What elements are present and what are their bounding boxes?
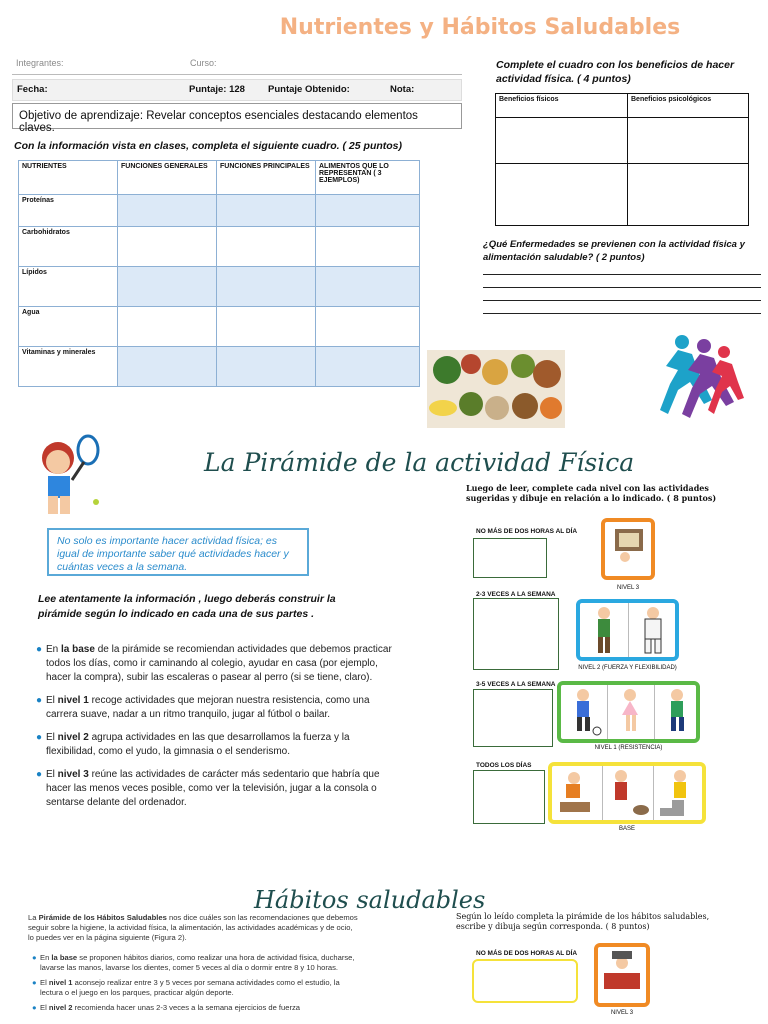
healthy-habits-bullets [32, 953, 362, 1013]
base-caption: BASE [618, 826, 635, 832]
fecha-label: Fecha: [17, 84, 48, 95]
table-row [19, 307, 420, 347]
benefits-table [495, 93, 749, 226]
runners-image [642, 330, 746, 422]
table-cell[interactable] [628, 164, 749, 226]
ballet-kid-illustration [608, 685, 655, 739]
header-line [12, 56, 462, 75]
table-row [19, 267, 420, 307]
healthy-food-image [427, 350, 565, 428]
level2-caption: NIVEL 2 (FUERZA Y FLEXIBILIDAD) [578, 665, 677, 671]
table-row [496, 118, 749, 164]
integrantes-label: Integrantes: [16, 58, 64, 68]
table-cell[interactable] [316, 227, 420, 267]
tv-kid-illustration [605, 522, 651, 576]
table-cell[interactable] [316, 307, 420, 347]
base-label: TODOS LOS DÍAS [476, 762, 532, 769]
table-cell[interactable] [118, 267, 217, 307]
table-cell[interactable] [217, 227, 316, 267]
table-cell[interactable] [316, 267, 420, 307]
diseases-question: ¿Qué Enfermedades se previenen con la actividad física y alimentación saludable? ( 2 puntos) [483, 239, 745, 263]
pyramid-bullets [38, 643, 398, 819]
row-label: Carbohidratos [19, 227, 118, 267]
habits-level3-label: NO MÁS DE DOS HORAS AL DÍA [476, 950, 578, 957]
curso-label: Curso: [190, 58, 217, 68]
table-cell[interactable] [118, 195, 217, 227]
row-label: Lípidos [19, 267, 118, 307]
base-frame [548, 762, 706, 824]
healthy-habits-title: Hábitos saludables [254, 886, 486, 914]
nota-label: Nota: [390, 84, 415, 95]
healthy-habits-intro: La Pirámide de los Hábitos Saludables nos dice cuáles son las recomendaciones que debemos seguir sobre la higiene, la actividad física, la alimentación, las actividades académicas y de ocio, lo puedes ver en la página siguiente (Figura 2). [28, 913, 358, 942]
table-cell[interactable] [316, 347, 420, 387]
level3-frame [601, 518, 655, 580]
table-header-row [19, 161, 420, 195]
answer-line[interactable] [483, 274, 761, 275]
pyramid-instruction: Lee atentamente la información , luego deberás construir la pirámide según lo indicado en cada una de sus partes . [38, 593, 336, 620]
header-row [12, 79, 462, 101]
list-item: ● En la base de la pirámide se recomiendan actividades que debemos practicar todos los días, como ir caminando al colegio, ayudar en casa (por ejemplo, hacer la compra), subir las escaleras o pasear al perro (si se tiene, claro). [36, 644, 392, 683]
table-row [19, 347, 420, 387]
level1-label: 3-5 VECES A LA SEMANA [476, 681, 556, 688]
tennis-kid-illustration [30, 432, 102, 524]
col-nutrientes: NUTRIENTES [19, 161, 118, 195]
table-cell[interactable] [217, 307, 316, 347]
level2-answer-box[interactable] [473, 598, 559, 670]
pyramid-activity-title: La Pirámide de la actividad Física [204, 448, 635, 477]
table-header-row [496, 94, 749, 118]
level3-label: NO MÁS DE DOS HORAS AL DÍA [476, 528, 578, 535]
table-cell[interactable] [118, 347, 217, 387]
benefits-instruction: Complete el cuadro con los beneficios de hacer actividad física. ( 4 puntos) [496, 59, 735, 85]
list-item: ● El nivel 3 reúne las actividades de carácter más sedentario que habría que hacer las menos veces posible, como ver la televisión, jugar a la consola o sentarse delante del ordenador. [36, 769, 380, 808]
col-beneficios-fisicos: Beneficios físicos [496, 94, 628, 118]
table-cell[interactable] [118, 227, 217, 267]
list-item: ● El nivel 1 recoge actividades que mejoran nuestra resistencia, como una carrera suave, nadar a un ritmo tranquilo, jugar al fútbol o bailar. [36, 695, 370, 720]
row-label: Agua [19, 307, 118, 347]
puntaje-label: Puntaje: 128 [189, 84, 245, 95]
habits-level3-frame [594, 943, 650, 1007]
pyramid-right-instruction: Luego de leer, complete cada nivel con las actividades sugeridas y dibuje en relación a lo indicado. ( 8 puntos) [466, 483, 717, 503]
col-funciones-principales: FUNCIONES PRINCIPALES [217, 161, 316, 195]
table-cell[interactable] [217, 267, 316, 307]
sofa-tv-illustration [598, 947, 646, 1003]
level2-label: 2-3 VECES A LA SEMANA [476, 591, 556, 598]
table-cell[interactable] [316, 195, 420, 227]
list-item: ● El nivel 2 agrupa actividades en las que desarrollamos la fuerza y la flexibilidad, como el yudo, la gimnasia o el senderismo. [36, 732, 350, 757]
answer-line[interactable] [483, 287, 761, 288]
callout-box: No solo es importante hacer actividad física; es igual de importante saber qué actividades hacer y cuántas veces a la semana. [47, 528, 309, 576]
level1-frame [557, 681, 700, 743]
nutrients-instruction: Con la información vista en clases, completa el siguiente cuadro. ( 25 puntos) [14, 140, 403, 152]
judo-illustration [629, 603, 677, 657]
level3-answer-box[interactable] [473, 538, 547, 578]
table-cell[interactable] [496, 118, 628, 164]
row-label: Vitaminas y minerales [19, 347, 118, 387]
list-item: ● El nivel 1 aconsejo realizar entre 3 y 5 veces por semana actividades como el estudio, la lectura o el juego en los parques, practicar algún deporte. [32, 978, 340, 997]
col-beneficios-psicologicos: Beneficios psicológicos [628, 94, 749, 118]
list-item: ● En la base se proponen hábitos diarios, como realizar una hora de actividad física, ducharse, lavarse las manos, lavarse los dientes, comer 5 veces al día o dormir entre 8 y 10 horas. [32, 953, 355, 972]
habits-right-instruction: Según lo leído completa la pirámide de los hábitos saludables, escribe y dibuja según corresponda. ( 8 puntos) [456, 912, 710, 931]
table-row [19, 227, 420, 267]
table-cell[interactable] [217, 195, 316, 227]
table-row [19, 195, 420, 227]
answer-line[interactable] [483, 300, 761, 301]
table-cell[interactable] [628, 118, 749, 164]
answer-line[interactable] [483, 313, 761, 314]
objective: Objetivo de aprendizaje: Revelar conceptos esenciales destacando elementos claves. [12, 103, 462, 129]
base-answer-box[interactable] [473, 770, 545, 824]
helping-home-illustration [552, 766, 603, 820]
level1-caption: NIVEL 1 (RESISTENCIA) [594, 745, 663, 751]
table-cell[interactable] [118, 307, 217, 347]
hiker-illustration [580, 603, 629, 657]
list-item: ● El nivel 2 recomienda hacer unas 2-3 veces a la semana ejercicios de fuerza [32, 1003, 301, 1012]
level3-caption: NIVEL 3 [616, 585, 640, 591]
row-label: Proteínas [19, 195, 118, 227]
level1-answer-box[interactable] [473, 689, 553, 747]
football-kid-illustration [561, 685, 608, 739]
table-cell[interactable] [217, 347, 316, 387]
col-alimentos: ALIMENTOS QUE LO REPRESENTAN ( 3 EJEMPLOS) [316, 161, 420, 195]
table-cell[interactable] [496, 164, 628, 226]
stairs-illustration [654, 766, 704, 820]
habits-level3-caption: NIVEL 3 [610, 1010, 634, 1016]
nutrients-table [18, 160, 420, 387]
col-funciones-generales: FUNCIONES GENERALES [118, 161, 217, 195]
puntaje-obtenido-label: Puntaje Obtenido: [268, 84, 350, 95]
table-row [496, 164, 749, 226]
habits-level3-answer-box[interactable] [472, 959, 578, 1003]
level2-frame [576, 599, 679, 661]
running-kid-illustration [655, 685, 701, 739]
page-title: Nutrientes y Hábitos Saludables [279, 15, 681, 40]
dog-walk-illustration [603, 766, 654, 820]
